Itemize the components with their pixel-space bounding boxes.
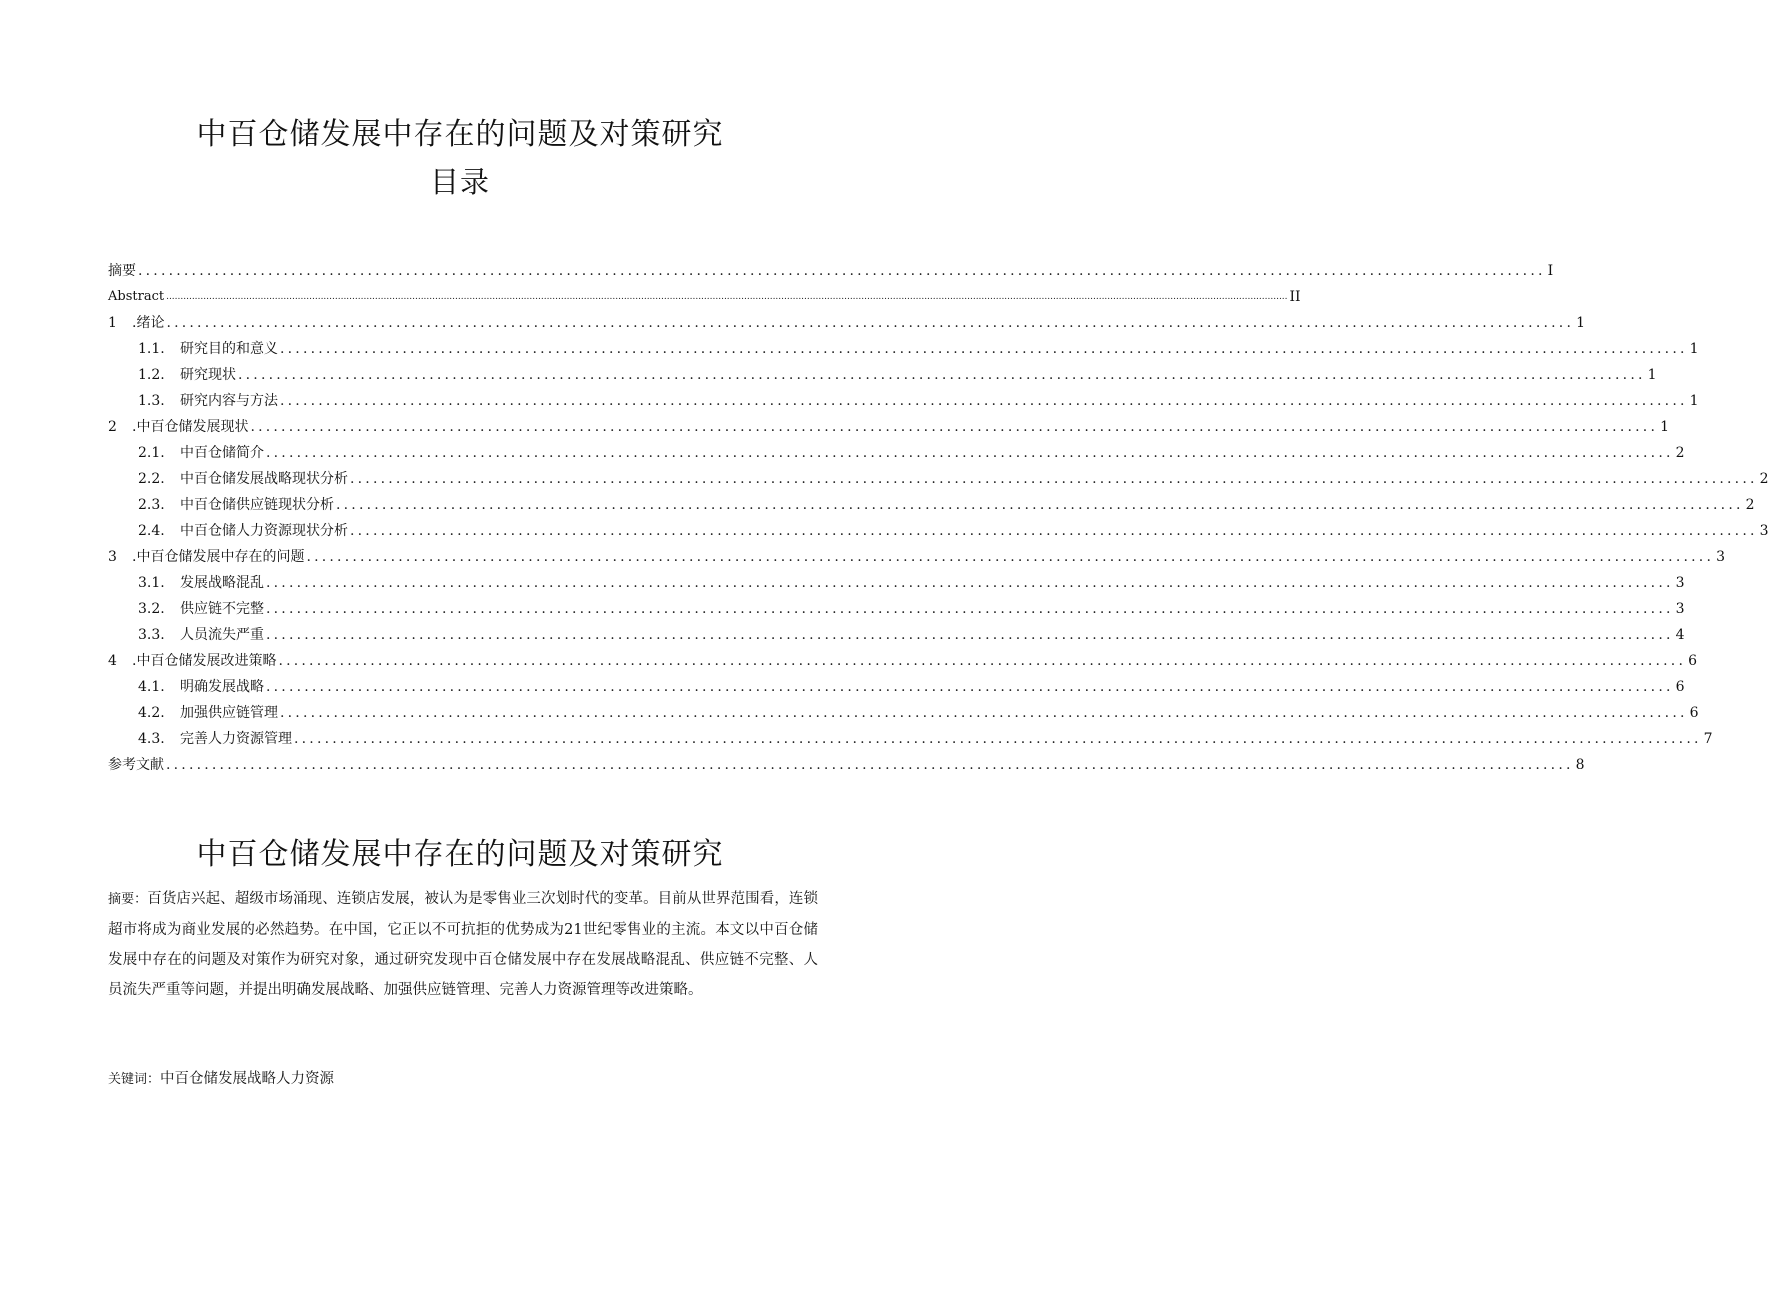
toc-entry-page: 8	[1575, 757, 1585, 773]
keywords-line	[108, 1064, 818, 1095]
toc-entry-number: 4	[108, 653, 117, 669]
abstract-label: 摘要：	[108, 892, 148, 907]
toc-entry-label: .中百仓储发展现状	[132, 419, 249, 435]
toc-entry-page: 2	[1759, 471, 1769, 487]
toc-entry-label: 中百仓储简介	[180, 445, 264, 461]
toc-leader: ........................................................................................................................................................................................	[280, 341, 1688, 357]
toc-leader: ........................................................................................................................................................................................	[266, 575, 1674, 591]
toc-entry[interactable]	[138, 391, 1699, 411]
toc-entry-page: 3	[1675, 575, 1685, 591]
toc-entry-page: 3	[1759, 523, 1769, 539]
toc-entry-label: Abstract	[108, 289, 165, 304]
toc-entry-number: 2	[108, 419, 117, 435]
toc-entry-label: .中百仓储发展改进策略	[132, 653, 277, 669]
toc-entry-label: 研究内容与方法	[180, 393, 278, 409]
toc-leader: ........................................................................................................................................................................................	[306, 549, 1715, 565]
toc-leader: ........................................................................................................................................................................................	[280, 393, 1688, 409]
toc-entry-number: 2.3.	[138, 497, 165, 513]
toc-leader: ........................................................................................................................................................................................	[266, 679, 1674, 695]
toc-entry-label: 加强供应链管理	[180, 705, 278, 721]
toc-entry-number: 1	[108, 315, 117, 331]
toc-leader: ........................................................................................................................................................................................	[166, 757, 1574, 773]
toc-entry-number: 4.2.	[138, 705, 165, 721]
toc-entry-number: 1.3.	[138, 393, 165, 409]
toc-entry-number: 3.3.	[138, 627, 165, 643]
toc-entry-page: 1	[1647, 367, 1657, 383]
toc-entry-number: 2.2.	[138, 471, 165, 487]
toc-entry-page: 3	[1716, 549, 1726, 565]
toc-entry-page: 2	[1745, 497, 1755, 513]
toc-entry[interactable]	[138, 677, 1685, 697]
toc-entry-number: 3	[108, 549, 117, 565]
toc-entry-page: I	[1547, 263, 1554, 279]
toc-entry-number: 1.1.	[138, 341, 165, 357]
toc-leader: ........................................................................................................................................................................................	[278, 653, 1687, 669]
body-title: 中百仓储发展中存在的问题及对策研究	[196, 837, 724, 872]
toc-leader: ........................................................................................................................................................................................	[294, 731, 1702, 747]
abstract-paragraph	[108, 884, 818, 1005]
toc-leader: ........................................................................................................................................................................................	[138, 263, 1546, 279]
toc-entry-page: 4	[1675, 627, 1685, 643]
toc-entry[interactable]	[108, 313, 1586, 333]
toc-entry-page: II	[1289, 289, 1301, 305]
toc-entry-label: 完善人力资源管理	[180, 731, 292, 747]
toc-entry-label: 供应链不完整	[180, 601, 264, 617]
toc-entry-page: 3	[1675, 601, 1685, 617]
keywords-text: 中百仓储发展战略人力资源	[160, 1071, 335, 1087]
toc-entry-number: 2.1.	[138, 445, 165, 461]
toc-entry-label: .绪论	[132, 315, 165, 331]
toc-entry[interactable]	[138, 469, 1769, 489]
toc-entry-number: 1.2.	[138, 367, 165, 383]
toc-entry-page: 6	[1688, 653, 1698, 669]
toc-leader: ........................................................................................................................................................................................	[166, 315, 1575, 331]
toc-entry[interactable]	[138, 521, 1769, 541]
toc-leader: ........................................................................................................................................................................................	[250, 419, 1659, 435]
toc-entry-label: 参考文献	[108, 757, 164, 773]
toc-heading: 目录	[429, 165, 490, 199]
toc-entry-label: 明确发展战略	[180, 679, 264, 695]
toc-entry[interactable]	[108, 287, 1301, 307]
toc-entry[interactable]	[138, 625, 1685, 645]
toc-entry-page: 2	[1675, 445, 1685, 461]
abstract-text: 百货店兴起、超级市场涌现、连锁店发展，被认为是零售业三次划时代的变革。目前从世界范围看，连锁超市将成为商业发展的必然趋势。在中国，它正以不可抗拒的优势成为21世纪零售业的主流。本文以中百仓储发展中存在的问题及对策作为研究对象，通过研究发现中百仓储发展中存在发展战略混乱、供应链不完整、人员流失严重等问题，并提出明确发展战略、加强供应链管理、完善人力资源管理等改进策略。	[108, 891, 818, 998]
toc-entry-page: 1	[1576, 315, 1586, 331]
toc-entry[interactable]	[108, 547, 1726, 567]
toc-entry-page: 1	[1689, 393, 1699, 409]
toc-leader: ........................................................................................................................................................................................	[336, 497, 1744, 513]
toc-entry-label: 研究现状	[180, 367, 236, 383]
toc-entry[interactable]	[108, 651, 1698, 671]
toc-leader: ........................................................................................................................................................................................	[350, 523, 1758, 539]
toc-entry-page: 6	[1689, 705, 1699, 721]
toc-entry-number: 3.2.	[138, 601, 165, 617]
toc-entry[interactable]	[138, 365, 1657, 385]
toc-entry[interactable]	[108, 261, 1554, 281]
toc-entry[interactable]	[138, 729, 1713, 749]
toc-entry-page: 1	[1660, 419, 1670, 435]
toc-entry-label: 人员流失严重	[180, 627, 264, 643]
toc-leader: ........................................................................................................................................................................................	[266, 601, 1674, 617]
toc-leader: ........................................................................................................................................................................................	[238, 367, 1646, 383]
toc-entry-label: .中百仓储发展中存在的问题	[132, 549, 305, 565]
toc-entry-number: 3.1.	[138, 575, 165, 591]
toc-leader: ........................................................................................................................................................................................	[350, 471, 1758, 487]
toc-entry[interactable]	[138, 495, 1755, 515]
toc-entry-label: 发展战略混乱	[180, 575, 264, 591]
toc-entry-page: 7	[1703, 731, 1713, 747]
toc-entry[interactable]	[108, 755, 1585, 775]
keywords-label: 关键词：	[108, 1072, 161, 1087]
toc-entry-number: 4.3.	[138, 731, 165, 747]
toc-leader: ........................................................................................................................................................................................	[266, 445, 1674, 461]
toc-entry-label: 中百仓储供应链现状分析	[180, 497, 334, 513]
toc-entry[interactable]	[138, 443, 1685, 463]
toc-entry-label: 中百仓储人力资源现状分析	[180, 523, 348, 539]
toc-entry[interactable]	[138, 703, 1699, 723]
toc-entry-number: 4.1.	[138, 679, 165, 695]
toc-entry-page: 6	[1675, 679, 1685, 695]
toc-entry-page: 1	[1689, 341, 1699, 357]
toc-leader: ........................................................................................................................................................................................	[280, 705, 1688, 721]
toc-leader: ........................................................................................................................................................................................	[266, 627, 1674, 643]
toc-entry-number: 2.4.	[138, 523, 165, 539]
document-title: 中百仓储发展中存在的问题及对策研究	[196, 117, 724, 152]
toc-entry-label: 中百仓储发展战略现状分析	[180, 471, 348, 487]
toc-entry-label: 摘要	[108, 263, 136, 279]
toc-entry[interactable]	[138, 599, 1685, 619]
toc-entry[interactable]	[108, 417, 1670, 437]
toc-leader: ........................................................................................................................................................................................................................................................................................................................................................................................................	[166, 292, 1288, 302]
toc-entry-label: 研究目的和意义	[180, 341, 278, 357]
toc-entry[interactable]	[138, 339, 1699, 359]
toc-entry[interactable]	[138, 573, 1685, 593]
